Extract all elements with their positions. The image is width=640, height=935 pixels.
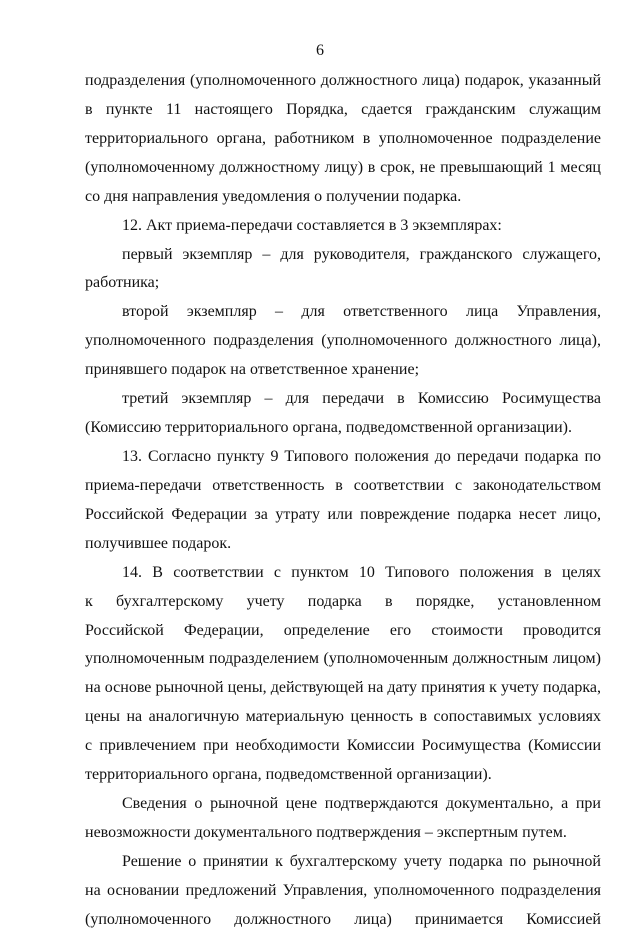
text-line: уполномоченным подразделением (уполномоченным должностным лицом) bbox=[85, 650, 601, 668]
text-line: Сведения о рыночной цене подтверждаются документально, а при bbox=[122, 795, 601, 813]
text-line: уполномоченного подразделения (уполномоченного должностного лица), bbox=[85, 332, 601, 350]
text-line: третий экземпляр – для передачи в Комиссию Росимущества bbox=[122, 390, 601, 408]
text-line: в пункте 11 настоящего Порядка, сдается гражданским служащим bbox=[85, 100, 601, 118]
text-line: цены на аналогичную материальную ценность в сопоставимых условиях bbox=[85, 708, 601, 726]
text-line: подразделения (уполномоченного должностного лица) подарок, указанный bbox=[85, 72, 601, 89]
paragraph-13-heading: 13. Согласно пункту 9 Типового положения до передачи подарка по bbox=[122, 447, 601, 465]
text-line: Российской Федерации за утрату или повреждение подарка несет лицо, bbox=[85, 505, 601, 523]
text-line: получившее подарок. bbox=[85, 534, 232, 552]
page-number: 6 bbox=[316, 42, 324, 59]
text-line: на основе рыночной цены, действующей на дату принятия к учету подарка, bbox=[85, 679, 601, 697]
text-line: принявшего подарок на ответственное хранение; bbox=[85, 361, 420, 379]
text-line: с привлечением при необходимости Комиссии Росимущества (Комиссии bbox=[85, 737, 601, 755]
text-line: первый экземпляр – для руководителя, гражданского служащего, bbox=[122, 245, 601, 263]
text-line: (уполномоченного должностного лица) принимается Комиссией bbox=[85, 910, 601, 928]
text-line: со дня направления уведомления о получении подарка. bbox=[85, 187, 462, 205]
paragraph-12-heading: 12. Акт приема-передачи составляется в 3 экземплярах: bbox=[122, 216, 502, 234]
text-line: второй экземпляр – для ответственного лица Управления, bbox=[122, 303, 601, 321]
paragraph-14-heading: 14. В соответствии с пунктом 10 Типового положения в целях bbox=[122, 563, 601, 581]
text-line: невозможности документального подтверждения – экспертным путем. bbox=[85, 823, 567, 841]
text-line: приема-передачи ответственность в соответствии с законодательством bbox=[85, 476, 601, 494]
text-line: к бухгалтерскому учету подарка в порядке, установленном bbox=[85, 592, 601, 610]
text-line: Российской Федерации, определение его стоимости проводится bbox=[85, 621, 601, 639]
text-line: (уполномоченному должностному лицу) в срок, не превышающий 1 месяц bbox=[85, 158, 601, 176]
text-line: территориального органа, подведомственной организации). bbox=[85, 766, 492, 784]
document-body bbox=[85, 67, 601, 935]
text-line: работника; bbox=[85, 274, 160, 292]
text-line: на основании предложений Управления, уполномоченного подразделения bbox=[85, 881, 601, 899]
text-line: территориального органа, работником в уполномоченное подразделение bbox=[85, 129, 601, 147]
text-line: Решение о принятии к бухгалтерскому учету подарка по рыночной bbox=[122, 852, 601, 870]
text-line: (Комиссию территориального органа, подведомственной организации). bbox=[85, 419, 573, 437]
